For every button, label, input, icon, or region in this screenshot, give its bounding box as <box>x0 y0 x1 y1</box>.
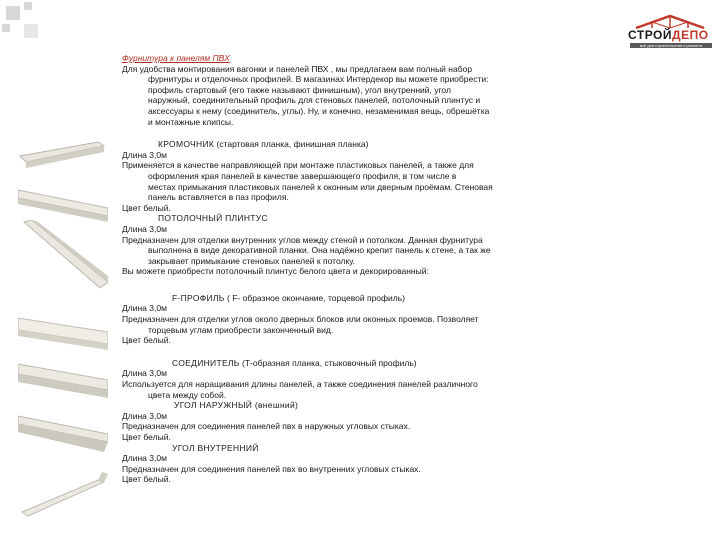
section-heading-kromochnik: КРОМОЧНИК (стартовая планка, финишная планка) <box>158 139 369 150</box>
logo-text: СТРОЙДЕПО <box>628 28 709 42</box>
section-heading-ugol-nar: УГОЛ НАРУЖНЫЙ (внешний) <box>174 400 299 411</box>
outer-corner-image <box>18 412 108 456</box>
section-heading-fprofile: F-ПРОФИЛЬ ( F- образное окончание, торцевой профиль) <box>172 292 405 303</box>
section-heading-plintus: ПОТОЛОЧНЫЙ ПЛИНТУС <box>158 213 268 224</box>
ceiling-plinth-decor-image <box>18 220 108 290</box>
corner-decoration <box>0 0 50 50</box>
inner-corner-image <box>18 468 108 518</box>
section-heading-soedinitel: СОЕДИНИТЕЛЬ (Т-образная планка, стыковочный профиль) <box>172 357 417 368</box>
connector-profile-image <box>18 360 108 404</box>
logo-slogan: всё для строительства и ремонта <box>630 43 712 48</box>
section-heading-ugol-vn: УГОЛ ВНУТРЕННИЙ <box>172 442 259 453</box>
intro-text: Для удобства монтирования вагонки и панелей ПВХ , мы предлагаем вам полный набор <box>122 63 473 74</box>
f-profile-image <box>18 310 108 354</box>
company-logo <box>628 14 712 54</box>
document-body: Фурнитура к панелям ПВХ Для удобства монтирования вагонки и панелей ПВХ , мы предлагаем вам полный набор фурнитуры и отделочных профилей. В магазинах Интердекор вы можете приобрести: профиль стартовый (его также называют финишным), угол внутренний, угол наружный, соединительный профиль для стеновых панелей, потолочный плинтус и аксессуары к нему (соединитель, углы). Ну, и конечно, незаменимая вещь, обрешётка и монтажные клипсы. КРОМОЧНИК (стартовая планка, финишная планка) Длина 3,0м Применяется в качестве направляющей при монтаже пластиковых панелей, а также для оформления края панелей в качестве завершающего профиля, в том числе в местах примыкания пластиковых панелей к оконным или дверным проёмам. Стеновая панель вставляется в паз профиля. Цвет белый. ПОТОЛОЧНЫЙ ПЛИНТУС Длина 3,0м Предназначен для отделки внутренних углов между стеной и потолком. Данная фурнитура выполнена в виде декоративной планки. Она надёжно крепит панель к стене, а так же закрывает примыкание стеновых панелей к потолку. Вы можете приобрести потолочный плинтус белого цвета и декорированный: F-ПРОФИЛЬ ( F- образное окончание, торцевой профиль) Длина 3,0м Предназначен для отделки углов около дверных блоков или оконных проемов. Позволяет торцевым углам приобрести законченный вид. Цвет белый. СОЕДИНИТЕЛЬ (Т-образная планка, стыковочный профиль) Длина 3,0м Используется для наращивания длины панелей, а также соединения панелей различного цвета между собой. УГОЛ НАРУЖНЫЙ (внешний) Длина 3,0м Предназначен для соединения панелей пвх в наружных угловых стыках. Цвет белый. УГОЛ ВНУТРЕННИЙ Длина 3,0м Предназначен для соединения панелей пвх во внутренних угловых стыках. Цвет белый. <box>122 53 582 485</box>
start-profile-image <box>18 136 108 180</box>
ceiling-plinth-image <box>18 180 108 224</box>
page-title: Фурнитура к панелям ПВХ <box>122 53 230 63</box>
